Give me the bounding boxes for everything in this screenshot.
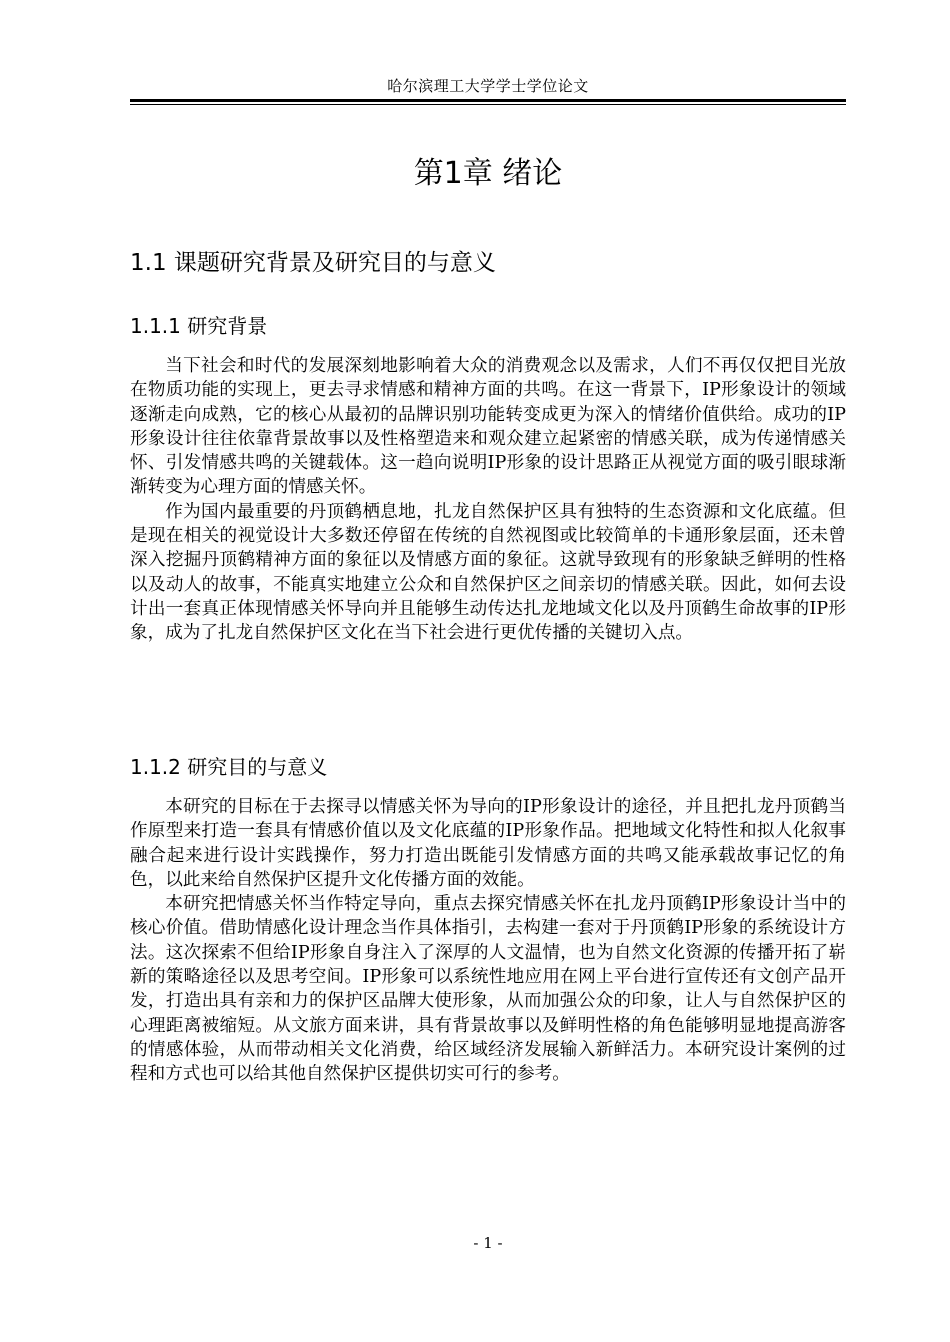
- section-body-1-1-2: [130, 795, 846, 1087]
- section-body-1-1-1: [130, 354, 846, 646]
- page-number: - 1 -: [473, 1234, 503, 1252]
- chapter-title: 第1章 绪论: [413, 156, 563, 191]
- section-heading-1-1-2: 1.1.2 研究目的与意义: [130, 755, 328, 779]
- header-rule-thin: [130, 104, 846, 105]
- running-header: 哈尔滨理工大学学士学位论文: [387, 77, 589, 95]
- paragraph: 本研究的目标在于去探寻以情感关怀为导向的IP形象设计的途径，并且把扎龙丹顶鹤当作原型来打造一套具有情感价值以及文化底蕴的IP形象作品。把地域文化特性和拟人化叙事融合起来进行设计实践操作，努力打造出既能引发情感方面的共鸣又能承载故事记忆的角色，以此来给自然保护区提升文化传播方面的效能。: [130, 797, 846, 890]
- section-heading-1-1: 1.1 课题研究背景及研究目的与意义: [130, 250, 496, 276]
- paragraph: 作为国内最重要的丹顶鹤栖息地，扎龙自然保护区具有独特的生态资源和文化底蕴。但是现在相关的视觉设计大多数还停留在传统的自然视图或比较简单的卡通形象层面，还未曾深入挖掘丹顶鹤精神方面的象征以及情感方面的象征。这就导致现有的形象缺乏鲜明的性格以及动人的故事，不能真实地建立公众和自然保护区之间亲切的情感关联。因此，如何去设计出一套真正体现情感关怀导向并且能够生动传达扎龙地域文化以及丹顶鹤生命故事的IP形象，成为了扎龙自然保护区文化在当下社会进行更优传播的关键切入点。: [130, 501, 846, 644]
- paragraph: 本研究把情感关怀当作特定导向，重点去探究情感关怀在扎龙丹顶鹤IP形象设计当中的核心价值。借助情感化设计理念当作具体指引，去构建一套对于丹顶鹤IP形象的系统设计方法。这次探索不但给IP形象自身注入了深厚的人文温情，也为自然文化资源的传播开拓了崭新的策略途径以及思考空间。IP形象可以系统性地应用在网上平台进行宣传还有文创产品开发，打造出具有亲和力的保护区品牌大使形象，从而加强公众的印象，让人与自然保护区的心理距离被缩短。从文旅方面来讲，具有背景故事以及鲜明性格的角色能够明显地提高游客的情感体验，从而带动相关文化消费，给区域经济发展输入新鲜活力。本研究设计案例的过程和方式也可以给其他自然保护区提供切实可行的参考。: [130, 894, 846, 1085]
- section-heading-1-1-1: 1.1.1 研究背景: [130, 314, 268, 338]
- header-rule-thick: [130, 99, 846, 102]
- paragraph: 当下社会和时代的发展深刻地影响着大众的消费观念以及需求，人们不再仅仅把目光放在物质功能的实现上，更去寻求情感和精神方面的共鸣。在这一背景下，IP形象设计的领域逐渐走向成熟，它的核心从最初的品牌识别功能转变成更为深入的情绪价值供给。成功的IP形象设计往往依靠背景故事以及性格塑造来和观众建立起紧密的情感关联，成为传递情感关怀、引发情感共鸣的关键载体。这一趋向说明IP形象的设计思路正从视觉方面的吸引眼球渐渐转变为心理方面的情感关怀。: [130, 356, 846, 498]
